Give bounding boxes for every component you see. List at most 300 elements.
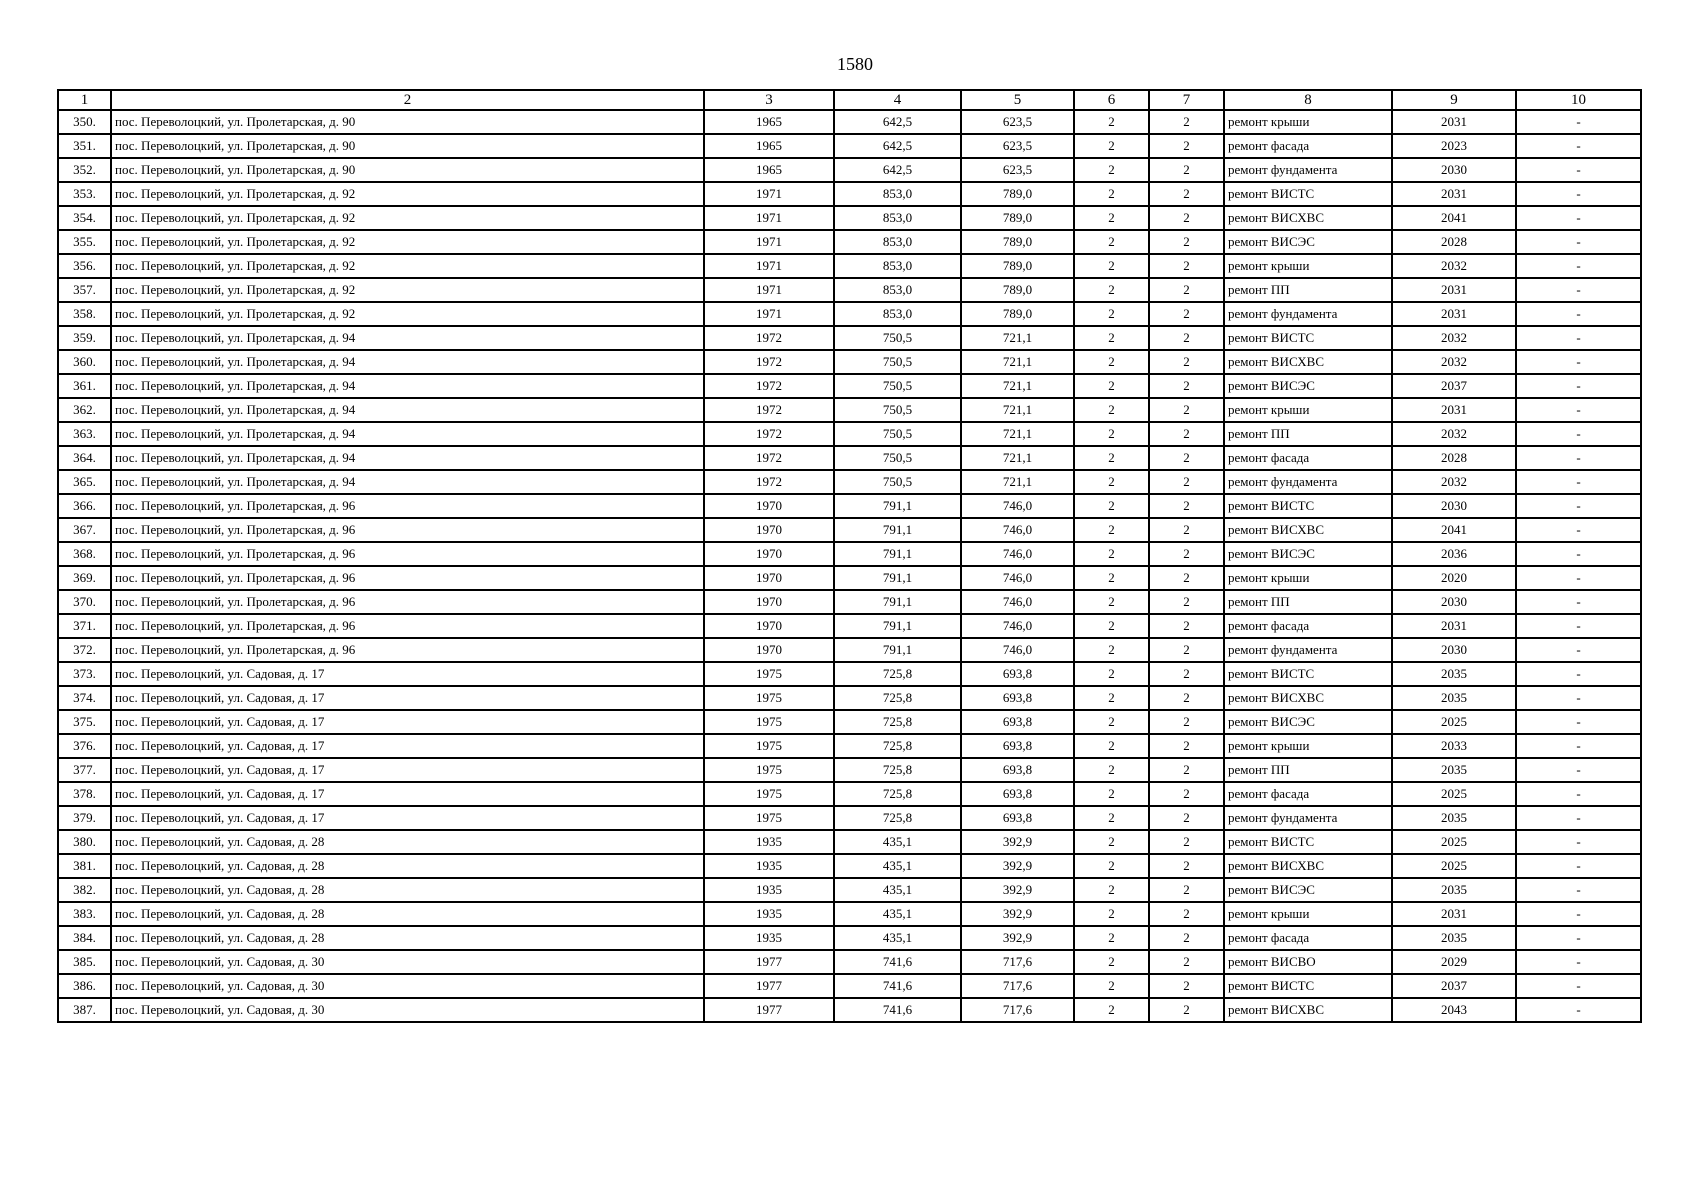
planned-year-cell: 2035 xyxy=(1392,758,1516,782)
table-row xyxy=(58,734,1641,758)
row-number: 352. xyxy=(58,158,111,182)
repair-schedule-table xyxy=(57,89,1642,1023)
living-area-cell: 789,0 xyxy=(961,302,1074,326)
living-area-cell: 721,1 xyxy=(961,422,1074,446)
row-number: 353. xyxy=(58,182,111,206)
year-cell: 1971 xyxy=(704,182,834,206)
col10-cell: - xyxy=(1516,350,1641,374)
col10-cell: - xyxy=(1516,614,1641,638)
year-cell: 1975 xyxy=(704,710,834,734)
row-number: 377. xyxy=(58,758,111,782)
address-cell: пос. Переволоцкий, ул. Садовая, д. 17 xyxy=(111,734,704,758)
col6-cell: 2 xyxy=(1074,950,1149,974)
col7-cell: 2 xyxy=(1149,158,1224,182)
work-type-cell: ремонт крыши xyxy=(1224,110,1392,134)
col7-cell: 2 xyxy=(1149,806,1224,830)
year-cell: 1975 xyxy=(704,734,834,758)
living-area-cell: 392,9 xyxy=(961,878,1074,902)
planned-year-cell: 2035 xyxy=(1392,686,1516,710)
work-type-cell: ремонт ПП xyxy=(1224,590,1392,614)
address-cell: пос. Переволоцкий, ул. Садовая, д. 17 xyxy=(111,662,704,686)
living-area-cell: 721,1 xyxy=(961,326,1074,350)
col7-cell: 2 xyxy=(1149,878,1224,902)
table-row xyxy=(58,422,1641,446)
year-cell: 1975 xyxy=(704,662,834,686)
address-cell: пос. Переволоцкий, ул. Садовая, д. 28 xyxy=(111,854,704,878)
col6-cell: 2 xyxy=(1074,614,1149,638)
planned-year-cell: 2032 xyxy=(1392,422,1516,446)
living-area-cell: 693,8 xyxy=(961,782,1074,806)
total-area-cell: 741,6 xyxy=(834,974,961,998)
address-cell: пос. Переволоцкий, ул. Пролетарская, д. 94 xyxy=(111,446,704,470)
table-row xyxy=(58,134,1641,158)
table-row xyxy=(58,830,1641,854)
row-number: 367. xyxy=(58,518,111,542)
row-number: 374. xyxy=(58,686,111,710)
address-cell: пос. Переволоцкий, ул. Садовая, д. 30 xyxy=(111,974,704,998)
col10-cell: - xyxy=(1516,638,1641,662)
col7-cell: 2 xyxy=(1149,446,1224,470)
address-cell: пос. Переволоцкий, ул. Садовая, д. 17 xyxy=(111,782,704,806)
col10-cell: - xyxy=(1516,950,1641,974)
living-area-cell: 623,5 xyxy=(961,134,1074,158)
col6-cell: 2 xyxy=(1074,182,1149,206)
living-area-cell: 789,0 xyxy=(961,278,1074,302)
work-type-cell: ремонт ВИСТС xyxy=(1224,662,1392,686)
living-area-cell: 693,8 xyxy=(961,662,1074,686)
col7-cell: 2 xyxy=(1149,710,1224,734)
col6-cell: 2 xyxy=(1074,830,1149,854)
col7-cell: 2 xyxy=(1149,926,1224,950)
row-number: 385. xyxy=(58,950,111,974)
table-row xyxy=(58,518,1641,542)
col6-cell: 2 xyxy=(1074,134,1149,158)
work-type-cell: ремонт ВИСХВС xyxy=(1224,998,1392,1022)
address-cell: пос. Переволоцкий, ул. Пролетарская, д. 90 xyxy=(111,110,704,134)
col10-cell: - xyxy=(1516,758,1641,782)
year-cell: 1970 xyxy=(704,542,834,566)
total-area-cell: 435,1 xyxy=(834,926,961,950)
year-cell: 1971 xyxy=(704,254,834,278)
table-row xyxy=(58,542,1641,566)
total-area-cell: 853,0 xyxy=(834,278,961,302)
address-cell: пос. Переволоцкий, ул. Пролетарская, д. 96 xyxy=(111,494,704,518)
col6-cell: 2 xyxy=(1074,350,1149,374)
row-number: 364. xyxy=(58,446,111,470)
row-number: 373. xyxy=(58,662,111,686)
year-cell: 1935 xyxy=(704,854,834,878)
year-cell: 1972 xyxy=(704,350,834,374)
col6-cell: 2 xyxy=(1074,518,1149,542)
work-type-cell: ремонт ВИСХВС xyxy=(1224,206,1392,230)
living-area-cell: 721,1 xyxy=(961,470,1074,494)
work-type-cell: ремонт фасада xyxy=(1224,926,1392,950)
col10-cell: - xyxy=(1516,134,1641,158)
work-type-cell: ремонт крыши xyxy=(1224,254,1392,278)
work-type-cell: ремонт ВИСЭС xyxy=(1224,878,1392,902)
work-type-cell: ремонт ВИСЭС xyxy=(1224,542,1392,566)
year-cell: 1965 xyxy=(704,110,834,134)
col7-cell: 2 xyxy=(1149,950,1224,974)
col6-cell: 2 xyxy=(1074,254,1149,278)
planned-year-cell: 2031 xyxy=(1392,614,1516,638)
address-cell: пос. Переволоцкий, ул. Садовая, д. 28 xyxy=(111,926,704,950)
row-number: 368. xyxy=(58,542,111,566)
table-row xyxy=(58,254,1641,278)
table-row xyxy=(58,902,1641,926)
address-cell: пос. Переволоцкий, ул. Пролетарская, д. 94 xyxy=(111,374,704,398)
living-area-cell: 721,1 xyxy=(961,374,1074,398)
year-cell: 1971 xyxy=(704,302,834,326)
table-row xyxy=(58,614,1641,638)
col10-cell: - xyxy=(1516,926,1641,950)
total-area-cell: 853,0 xyxy=(834,230,961,254)
col10-cell: - xyxy=(1516,422,1641,446)
year-cell: 1977 xyxy=(704,974,834,998)
col7-cell: 2 xyxy=(1149,998,1224,1022)
table-body xyxy=(58,110,1641,1022)
col10-cell: - xyxy=(1516,254,1641,278)
table-row xyxy=(58,854,1641,878)
address-cell: пос. Переволоцкий, ул. Садовая, д. 17 xyxy=(111,710,704,734)
col6-cell: 2 xyxy=(1074,422,1149,446)
year-cell: 1935 xyxy=(704,902,834,926)
total-area-cell: 750,5 xyxy=(834,446,961,470)
work-type-cell: ремонт фасада xyxy=(1224,782,1392,806)
planned-year-cell: 2025 xyxy=(1392,830,1516,854)
address-cell: пос. Переволоцкий, ул. Садовая, д. 17 xyxy=(111,806,704,830)
table-row xyxy=(58,446,1641,470)
table-row xyxy=(58,926,1641,950)
planned-year-cell: 2037 xyxy=(1392,374,1516,398)
work-type-cell: ремонт ВИСТС xyxy=(1224,182,1392,206)
living-area-cell: 746,0 xyxy=(961,638,1074,662)
address-cell: пос. Переволоцкий, ул. Пролетарская, д. 94 xyxy=(111,422,704,446)
address-cell: пос. Переволоцкий, ул. Пролетарская, д. 96 xyxy=(111,542,704,566)
planned-year-cell: 2031 xyxy=(1392,110,1516,134)
col6-cell: 2 xyxy=(1074,926,1149,950)
table-row xyxy=(58,878,1641,902)
table-row xyxy=(58,974,1641,998)
living-area-cell: 721,1 xyxy=(961,350,1074,374)
col10-cell: - xyxy=(1516,446,1641,470)
col10-cell: - xyxy=(1516,158,1641,182)
living-area-cell: 392,9 xyxy=(961,926,1074,950)
col7-cell: 2 xyxy=(1149,398,1224,422)
col10-cell: - xyxy=(1516,566,1641,590)
year-cell: 1970 xyxy=(704,518,834,542)
year-cell: 1975 xyxy=(704,686,834,710)
work-type-cell: ремонт фундамента xyxy=(1224,158,1392,182)
planned-year-cell: 2032 xyxy=(1392,254,1516,278)
total-area-cell: 791,1 xyxy=(834,518,961,542)
total-area-cell: 741,6 xyxy=(834,950,961,974)
table-row xyxy=(58,566,1641,590)
col7-cell: 2 xyxy=(1149,134,1224,158)
year-cell: 1971 xyxy=(704,230,834,254)
table-row xyxy=(58,590,1641,614)
table-row xyxy=(58,782,1641,806)
living-area-cell: 789,0 xyxy=(961,230,1074,254)
col6-cell: 2 xyxy=(1074,374,1149,398)
living-area-cell: 746,0 xyxy=(961,614,1074,638)
year-cell: 1972 xyxy=(704,422,834,446)
planned-year-cell: 2031 xyxy=(1392,398,1516,422)
total-area-cell: 435,1 xyxy=(834,902,961,926)
col7-cell: 2 xyxy=(1149,518,1224,542)
planned-year-cell: 2032 xyxy=(1392,470,1516,494)
column-header: 5 xyxy=(961,90,1074,110)
row-number: 371. xyxy=(58,614,111,638)
table-row xyxy=(58,662,1641,686)
work-type-cell: ремонт ВИСЭС xyxy=(1224,710,1392,734)
address-cell: пос. Переволоцкий, ул. Садовая, д. 17 xyxy=(111,686,704,710)
work-type-cell: ремонт ВИСТС xyxy=(1224,494,1392,518)
column-header: 1 xyxy=(58,90,111,110)
work-type-cell: ремонт крыши xyxy=(1224,398,1392,422)
year-cell: 1972 xyxy=(704,470,834,494)
living-area-cell: 392,9 xyxy=(961,902,1074,926)
total-area-cell: 725,8 xyxy=(834,806,961,830)
row-number: 386. xyxy=(58,974,111,998)
year-cell: 1935 xyxy=(704,878,834,902)
planned-year-cell: 2035 xyxy=(1392,662,1516,686)
address-cell: пос. Переволоцкий, ул. Пролетарская, д. 94 xyxy=(111,470,704,494)
col6-cell: 2 xyxy=(1074,398,1149,422)
table-row xyxy=(58,470,1641,494)
total-area-cell: 750,5 xyxy=(834,470,961,494)
year-cell: 1975 xyxy=(704,806,834,830)
total-area-cell: 725,8 xyxy=(834,710,961,734)
living-area-cell: 392,9 xyxy=(961,854,1074,878)
total-area-cell: 725,8 xyxy=(834,686,961,710)
planned-year-cell: 2028 xyxy=(1392,230,1516,254)
living-area-cell: 789,0 xyxy=(961,206,1074,230)
work-type-cell: ремонт фундамента xyxy=(1224,806,1392,830)
living-area-cell: 721,1 xyxy=(961,398,1074,422)
work-type-cell: ремонт ВИСЭС xyxy=(1224,374,1392,398)
row-number: 362. xyxy=(58,398,111,422)
column-header: 8 xyxy=(1224,90,1392,110)
planned-year-cell: 2031 xyxy=(1392,902,1516,926)
planned-year-cell: 2025 xyxy=(1392,854,1516,878)
address-cell: пос. Переволоцкий, ул. Пролетарская, д. 92 xyxy=(111,254,704,278)
row-number: 360. xyxy=(58,350,111,374)
year-cell: 1970 xyxy=(704,614,834,638)
col7-cell: 2 xyxy=(1149,350,1224,374)
row-number: 356. xyxy=(58,254,111,278)
address-cell: пос. Переволоцкий, ул. Пролетарская, д. 96 xyxy=(111,590,704,614)
address-cell: пос. Переволоцкий, ул. Садовая, д. 28 xyxy=(111,878,704,902)
planned-year-cell: 2031 xyxy=(1392,278,1516,302)
work-type-cell: ремонт крыши xyxy=(1224,734,1392,758)
col10-cell: - xyxy=(1516,806,1641,830)
address-cell: пос. Переволоцкий, ул. Пролетарская, д. 90 xyxy=(111,134,704,158)
row-number: 351. xyxy=(58,134,111,158)
col6-cell: 2 xyxy=(1074,806,1149,830)
total-area-cell: 435,1 xyxy=(834,878,961,902)
work-type-cell: ремонт ПП xyxy=(1224,422,1392,446)
planned-year-cell: 2031 xyxy=(1392,182,1516,206)
column-header: 3 xyxy=(704,90,834,110)
work-type-cell: ремонт крыши xyxy=(1224,902,1392,926)
table-row xyxy=(58,350,1641,374)
column-header: 2 xyxy=(111,90,704,110)
planned-year-cell: 2041 xyxy=(1392,518,1516,542)
row-number: 378. xyxy=(58,782,111,806)
col10-cell: - xyxy=(1516,830,1641,854)
living-area-cell: 717,6 xyxy=(961,950,1074,974)
column-header: 7 xyxy=(1149,90,1224,110)
col6-cell: 2 xyxy=(1074,326,1149,350)
table-row xyxy=(58,326,1641,350)
address-cell: пос. Переволоцкий, ул. Пролетарская, д. 92 xyxy=(111,302,704,326)
living-area-cell: 623,5 xyxy=(961,158,1074,182)
table-row xyxy=(58,158,1641,182)
total-area-cell: 435,1 xyxy=(834,854,961,878)
planned-year-cell: 2033 xyxy=(1392,734,1516,758)
living-area-cell: 721,1 xyxy=(961,446,1074,470)
planned-year-cell: 2030 xyxy=(1392,158,1516,182)
year-cell: 1975 xyxy=(704,758,834,782)
planned-year-cell: 2032 xyxy=(1392,326,1516,350)
table-row xyxy=(58,398,1641,422)
column-header: 4 xyxy=(834,90,961,110)
address-cell: пос. Переволоцкий, ул. Пролетарская, д. 92 xyxy=(111,278,704,302)
col7-cell: 2 xyxy=(1149,782,1224,806)
work-type-cell: ремонт фасада xyxy=(1224,134,1392,158)
row-number: 366. xyxy=(58,494,111,518)
row-number: 358. xyxy=(58,302,111,326)
address-cell: пос. Переволоцкий, ул. Пролетарская, д. 92 xyxy=(111,206,704,230)
year-cell: 1972 xyxy=(704,326,834,350)
col10-cell: - xyxy=(1516,878,1641,902)
col7-cell: 2 xyxy=(1149,566,1224,590)
address-cell: пос. Переволоцкий, ул. Садовая, д. 28 xyxy=(111,830,704,854)
col6-cell: 2 xyxy=(1074,710,1149,734)
col6-cell: 2 xyxy=(1074,206,1149,230)
total-area-cell: 853,0 xyxy=(834,254,961,278)
address-cell: пос. Переволоцкий, ул. Пролетарская, д. 94 xyxy=(111,326,704,350)
col10-cell: - xyxy=(1516,278,1641,302)
col10-cell: - xyxy=(1516,998,1641,1022)
row-number: 369. xyxy=(58,566,111,590)
planned-year-cell: 2025 xyxy=(1392,710,1516,734)
col6-cell: 2 xyxy=(1074,902,1149,926)
planned-year-cell: 2032 xyxy=(1392,350,1516,374)
planned-year-cell: 2030 xyxy=(1392,590,1516,614)
col7-cell: 2 xyxy=(1149,542,1224,566)
year-cell: 1972 xyxy=(704,374,834,398)
address-cell: пос. Переволоцкий, ул. Пролетарская, д. 92 xyxy=(111,230,704,254)
row-number: 372. xyxy=(58,638,111,662)
row-number: 363. xyxy=(58,422,111,446)
year-cell: 1971 xyxy=(704,206,834,230)
work-type-cell: ремонт ПП xyxy=(1224,758,1392,782)
living-area-cell: 717,6 xyxy=(961,998,1074,1022)
address-cell: пос. Переволоцкий, ул. Пролетарская, д. 94 xyxy=(111,350,704,374)
col7-cell: 2 xyxy=(1149,734,1224,758)
table-row xyxy=(58,710,1641,734)
row-number: 375. xyxy=(58,710,111,734)
living-area-cell: 693,8 xyxy=(961,734,1074,758)
total-area-cell: 791,1 xyxy=(834,542,961,566)
year-cell: 1971 xyxy=(704,278,834,302)
planned-year-cell: 2023 xyxy=(1392,134,1516,158)
col10-cell: - xyxy=(1516,302,1641,326)
year-cell: 1975 xyxy=(704,782,834,806)
total-area-cell: 435,1 xyxy=(834,830,961,854)
col7-cell: 2 xyxy=(1149,302,1224,326)
total-area-cell: 642,5 xyxy=(834,134,961,158)
address-cell: пос. Переволоцкий, ул. Пролетарская, д. 96 xyxy=(111,566,704,590)
col6-cell: 2 xyxy=(1074,686,1149,710)
table-row xyxy=(58,806,1641,830)
col10-cell: - xyxy=(1516,734,1641,758)
total-area-cell: 750,5 xyxy=(834,422,961,446)
address-cell: пос. Переволоцкий, ул. Садовая, д. 17 xyxy=(111,758,704,782)
year-cell: 1977 xyxy=(704,998,834,1022)
row-number: 382. xyxy=(58,878,111,902)
year-cell: 1935 xyxy=(704,926,834,950)
col6-cell: 2 xyxy=(1074,566,1149,590)
living-area-cell: 746,0 xyxy=(961,494,1074,518)
planned-year-cell: 2020 xyxy=(1392,566,1516,590)
col7-cell: 2 xyxy=(1149,470,1224,494)
col10-cell: - xyxy=(1516,686,1641,710)
col10-cell: - xyxy=(1516,494,1641,518)
total-area-cell: 791,1 xyxy=(834,494,961,518)
address-cell: пос. Переволоцкий, ул. Пролетарская, д. 94 xyxy=(111,398,704,422)
living-area-cell: 746,0 xyxy=(961,542,1074,566)
col7-cell: 2 xyxy=(1149,230,1224,254)
work-type-cell: ремонт ВИСТС xyxy=(1224,830,1392,854)
year-cell: 1977 xyxy=(704,950,834,974)
work-type-cell: ремонт ВИСЭС xyxy=(1224,230,1392,254)
col10-cell: - xyxy=(1516,662,1641,686)
col6-cell: 2 xyxy=(1074,998,1149,1022)
total-area-cell: 750,5 xyxy=(834,374,961,398)
address-cell: пос. Переволоцкий, ул. Пролетарская, д. 90 xyxy=(111,158,704,182)
work-type-cell: ремонт фасада xyxy=(1224,614,1392,638)
table-row xyxy=(58,686,1641,710)
column-header: 9 xyxy=(1392,90,1516,110)
table-row xyxy=(58,758,1641,782)
col10-cell: - xyxy=(1516,230,1641,254)
planned-year-cell: 2035 xyxy=(1392,926,1516,950)
col10-cell: - xyxy=(1516,902,1641,926)
col7-cell: 2 xyxy=(1149,422,1224,446)
col10-cell: - xyxy=(1516,590,1641,614)
year-cell: 1972 xyxy=(704,398,834,422)
year-cell: 1972 xyxy=(704,446,834,470)
row-number: 354. xyxy=(58,206,111,230)
row-number: 384. xyxy=(58,926,111,950)
row-number: 381. xyxy=(58,854,111,878)
work-type-cell: ремонт ВИСХВС xyxy=(1224,350,1392,374)
work-type-cell: ремонт ВИСХВС xyxy=(1224,518,1392,542)
table-row xyxy=(58,998,1641,1022)
row-number: 359. xyxy=(58,326,111,350)
row-number: 379. xyxy=(58,806,111,830)
col10-cell: - xyxy=(1516,542,1641,566)
row-number: 361. xyxy=(58,374,111,398)
work-type-cell: ремонт ПП xyxy=(1224,278,1392,302)
work-type-cell: ремонт ВИСТС xyxy=(1224,974,1392,998)
living-area-cell: 693,8 xyxy=(961,686,1074,710)
living-area-cell: 392,9 xyxy=(961,830,1074,854)
col7-cell: 2 xyxy=(1149,254,1224,278)
